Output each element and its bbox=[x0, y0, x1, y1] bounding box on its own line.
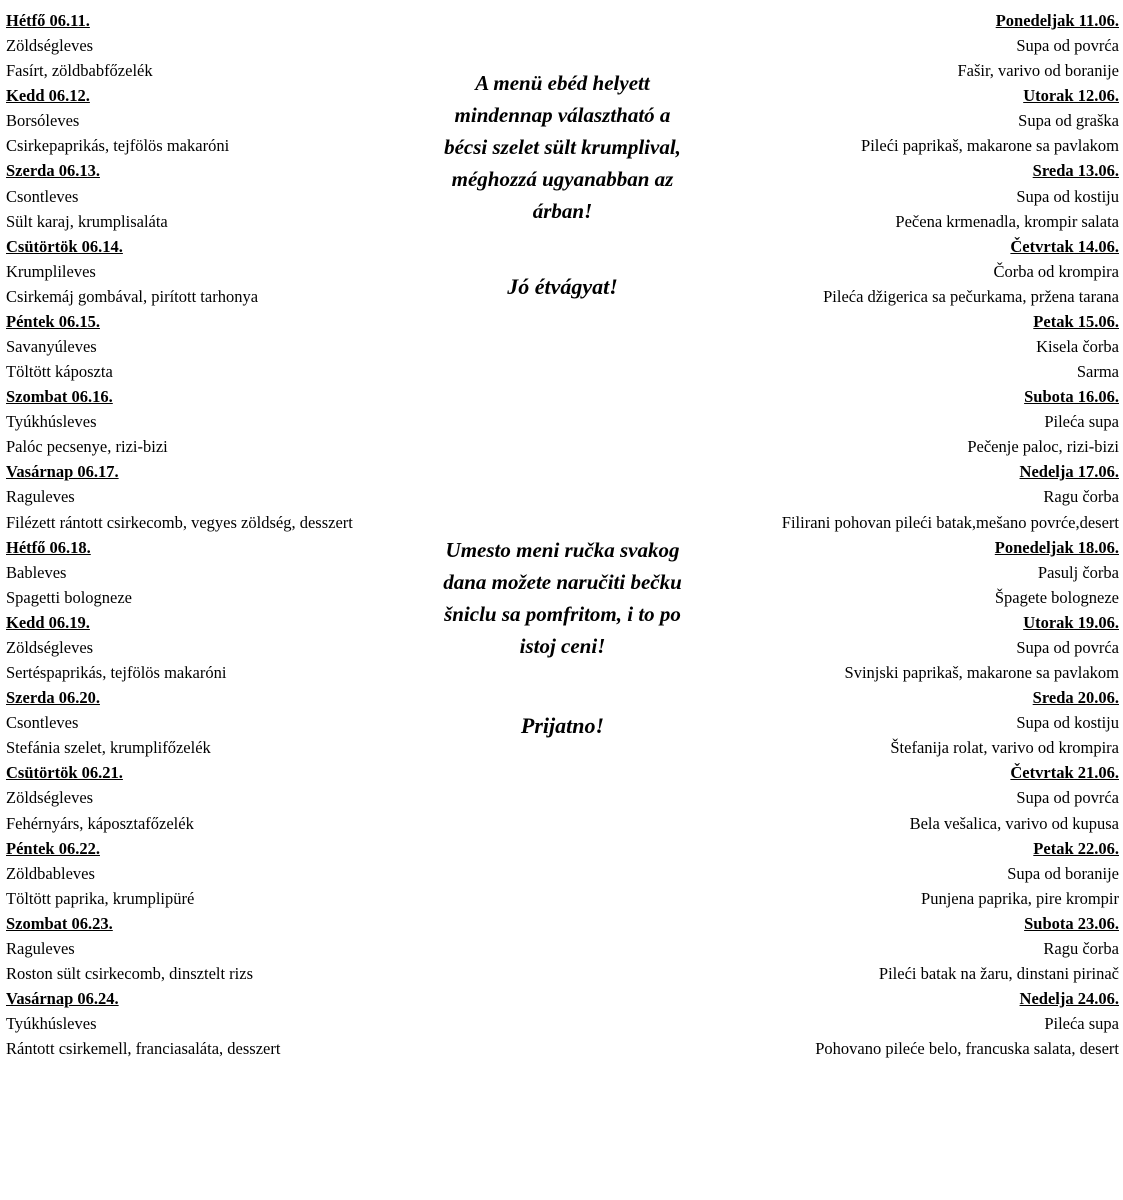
menu-column-hungarian bbox=[6, 8, 436, 1061]
menu-day-block bbox=[6, 234, 436, 309]
soup-item: Supa od povrća bbox=[1016, 36, 1119, 56]
main-item: Svinjski paprikaš, makarone sa pavlakom bbox=[844, 663, 1119, 683]
menu-day-block bbox=[689, 986, 1119, 1061]
menu-day-block bbox=[6, 8, 436, 83]
promo-spacer bbox=[436, 742, 689, 760]
main-item: Roston sült csirkecomb, dinsztelt rizs bbox=[6, 963, 254, 983]
day-name: Szombat 06.23. bbox=[6, 913, 113, 933]
main-item: Sült karaj, krumplisaláta bbox=[6, 211, 168, 231]
menu-day-block bbox=[689, 83, 1119, 158]
day-name: Vasárnap 06.24. bbox=[6, 989, 119, 1009]
main-item: Pohovano pileće belo, francuska salata, desert bbox=[815, 1039, 1119, 1059]
main-item: Fašir, varivo od boranije bbox=[957, 61, 1119, 81]
soup-item: Supa od kostiju bbox=[1016, 186, 1119, 206]
menu-grid bbox=[6, 8, 1117, 1061]
main-item: Štefanija rolat, varivo od krompira bbox=[890, 738, 1119, 758]
soup-item: Supa od povrća bbox=[1016, 637, 1119, 657]
day-name: Nedelja 17.06. bbox=[1019, 462, 1119, 482]
menu-day-block bbox=[689, 535, 1119, 610]
menu-day-block bbox=[6, 911, 436, 986]
menu-day-block bbox=[689, 459, 1119, 534]
day-name: Hétfő 06.18. bbox=[6, 537, 91, 557]
promo-text-serbian: Umesto meni ručka svakog dana možete naručiti bečku šniclu sa pomfritom, i to po istoj ceni! bbox=[443, 537, 682, 658]
menu-day-block bbox=[689, 836, 1119, 911]
main-item: Csirkemáj gombával, pirított tarhonya bbox=[6, 286, 259, 306]
soup-item: Csontleves bbox=[6, 186, 79, 206]
main-item: Pečena krmenadla, krompir salata bbox=[895, 211, 1119, 231]
menu-day-block bbox=[6, 459, 436, 534]
menu-day-block bbox=[6, 685, 436, 760]
day-name: Péntek 06.15. bbox=[6, 311, 100, 331]
menu-day-block bbox=[689, 309, 1119, 384]
main-item: Spagetti bologneze bbox=[6, 587, 133, 607]
day-name: Subota 16.06. bbox=[1024, 387, 1119, 407]
main-item: Töltött káposzta bbox=[6, 362, 113, 382]
day-name: Utorak 12.06. bbox=[1023, 86, 1119, 106]
soup-item: Ragu čorba bbox=[1043, 938, 1119, 958]
main-item: Bela vešalica, varivo od kupusa bbox=[909, 813, 1119, 833]
day-name: Péntek 06.22. bbox=[6, 838, 100, 858]
menu-day-block bbox=[6, 836, 436, 911]
soup-item: Čorba od krompira bbox=[993, 261, 1119, 281]
main-item: Palóc pecsenye, rizi-bizi bbox=[6, 437, 168, 457]
soup-item: Zöldségleves bbox=[6, 36, 94, 56]
soup-item: Supa od boranije bbox=[1007, 863, 1119, 883]
menu-day-block bbox=[689, 234, 1119, 309]
day-name: Subota 23.06. bbox=[1024, 913, 1119, 933]
soup-item: Pasulj čorba bbox=[1037, 562, 1119, 582]
day-name: Sreda 20.06. bbox=[1032, 688, 1119, 708]
main-item: Rántott csirkemell, franciasaláta, desszert bbox=[6, 1039, 281, 1059]
soup-item: Bableves bbox=[6, 562, 67, 582]
menu-day-block bbox=[6, 384, 436, 459]
menu-day-block bbox=[6, 158, 436, 233]
promo-column bbox=[436, 8, 689, 1061]
menu-day-block bbox=[6, 309, 436, 384]
main-item: Punjena paprika, pire krompir bbox=[921, 888, 1119, 908]
main-item: Csirkepaprikás, tejfölös makaróni bbox=[6, 136, 230, 156]
main-item: Pileći batak na žaru, dinstani pirinač bbox=[878, 963, 1119, 983]
main-item: Špagete bologneze bbox=[994, 587, 1119, 607]
soup-item: Zöldbableves bbox=[6, 863, 95, 883]
menu-day-block bbox=[6, 760, 436, 835]
menu-day-block bbox=[689, 760, 1119, 835]
day-name: Kedd 06.12. bbox=[6, 86, 90, 106]
soup-item: Supa od povrća bbox=[1016, 788, 1119, 808]
day-name: Ponedeljak 18.06. bbox=[994, 537, 1119, 557]
day-name: Hétfő 06.11. bbox=[6, 11, 90, 30]
soup-item: Raguleves bbox=[6, 938, 75, 958]
day-name: Četvrtak 21.06. bbox=[1010, 763, 1119, 783]
soup-item: Savanyúleves bbox=[6, 337, 97, 357]
bon-appetit-serbian: Prijatno! bbox=[520, 712, 605, 738]
soup-item: Pileća supa bbox=[1044, 412, 1119, 432]
main-item: Filirani pohovan pileći batak,mešano povrće,desert bbox=[781, 512, 1119, 532]
soup-item: Raguleves bbox=[6, 487, 75, 507]
soup-item: Supa od graška bbox=[1018, 111, 1119, 131]
main-item: Pileći paprikaš, makarone sa pavlakom bbox=[861, 136, 1119, 156]
soup-item: Csontleves bbox=[6, 713, 79, 733]
day-name: Petak 15.06. bbox=[1033, 311, 1119, 331]
main-item: Sertéspaprikás, tejfölös makaróni bbox=[6, 663, 227, 683]
soup-item: Ragu čorba bbox=[1043, 487, 1119, 507]
main-item: Pileća džigerica sa pečurkama, pržena tarana bbox=[823, 286, 1119, 306]
bon-appetit-hungarian: Jó étvágyat! bbox=[507, 273, 618, 299]
menu-day-block bbox=[6, 83, 436, 158]
menu-day-block bbox=[6, 986, 436, 1061]
menu-day-block bbox=[689, 8, 1119, 83]
day-name: Szerda 06.20. bbox=[6, 688, 100, 708]
main-item: Stefánia szelet, krumplifőzelék bbox=[6, 738, 211, 758]
day-name: Szerda 06.13. bbox=[6, 161, 100, 181]
day-name: Četvrtak 14.06. bbox=[1010, 236, 1119, 256]
menu-day-block bbox=[6, 610, 436, 685]
soup-item: Zöldségleves bbox=[6, 788, 94, 808]
day-name: Kedd 06.19. bbox=[6, 612, 90, 632]
soup-item: Supa od kostiju bbox=[1016, 713, 1119, 733]
soup-item: Kisela čorba bbox=[1036, 337, 1119, 357]
promo-spacer bbox=[436, 303, 689, 535]
day-name: Szombat 06.16. bbox=[6, 387, 113, 407]
menu-day-block bbox=[689, 610, 1119, 685]
soup-item: Borsóleves bbox=[6, 111, 80, 131]
menu-day-block bbox=[689, 158, 1119, 233]
promo-text-hungarian: A menü ebéd helyett mindennap választható a bécsi szelet sült krumplival, méghozzá ugyanabban az árban! bbox=[444, 71, 681, 223]
menu-column-serbian bbox=[689, 8, 1119, 1061]
menu-day-block bbox=[6, 535, 436, 610]
main-item: Fehérnyárs, káposztafőzelék bbox=[6, 813, 194, 833]
day-name: Utorak 19.06. bbox=[1023, 612, 1119, 632]
day-name: Sreda 13.06. bbox=[1032, 161, 1119, 181]
menu-day-block bbox=[689, 384, 1119, 459]
main-item: Fasírt, zöldbabfőzelék bbox=[6, 61, 153, 81]
main-item: Pečenje paloc, rizi-bizi bbox=[967, 437, 1119, 457]
soup-item: Zöldségleves bbox=[6, 637, 94, 657]
day-name: Ponedeljak 11.06. bbox=[995, 11, 1119, 30]
soup-item: Tyúkhúsleves bbox=[6, 412, 97, 432]
main-item: Sarma bbox=[1076, 362, 1119, 382]
main-item: Töltött paprika, krumplipüré bbox=[6, 888, 195, 908]
menu-day-block bbox=[689, 685, 1119, 760]
soup-item: Tyúkhúsleves bbox=[6, 1014, 97, 1034]
main-item: Filézett rántott csirkecomb, vegyes zöldség, desszert bbox=[6, 512, 353, 532]
soup-item: Pileća supa bbox=[1044, 1014, 1119, 1034]
menu-day-block bbox=[689, 911, 1119, 986]
soup-item: Krumplileves bbox=[6, 261, 96, 281]
day-name: Csütörtök 06.21. bbox=[6, 763, 123, 783]
day-name: Nedelja 24.06. bbox=[1019, 989, 1119, 1009]
day-name: Petak 22.06. bbox=[1033, 838, 1119, 858]
day-name: Csütörtök 06.14. bbox=[6, 236, 123, 256]
day-name: Vasárnap 06.17. bbox=[6, 462, 119, 482]
